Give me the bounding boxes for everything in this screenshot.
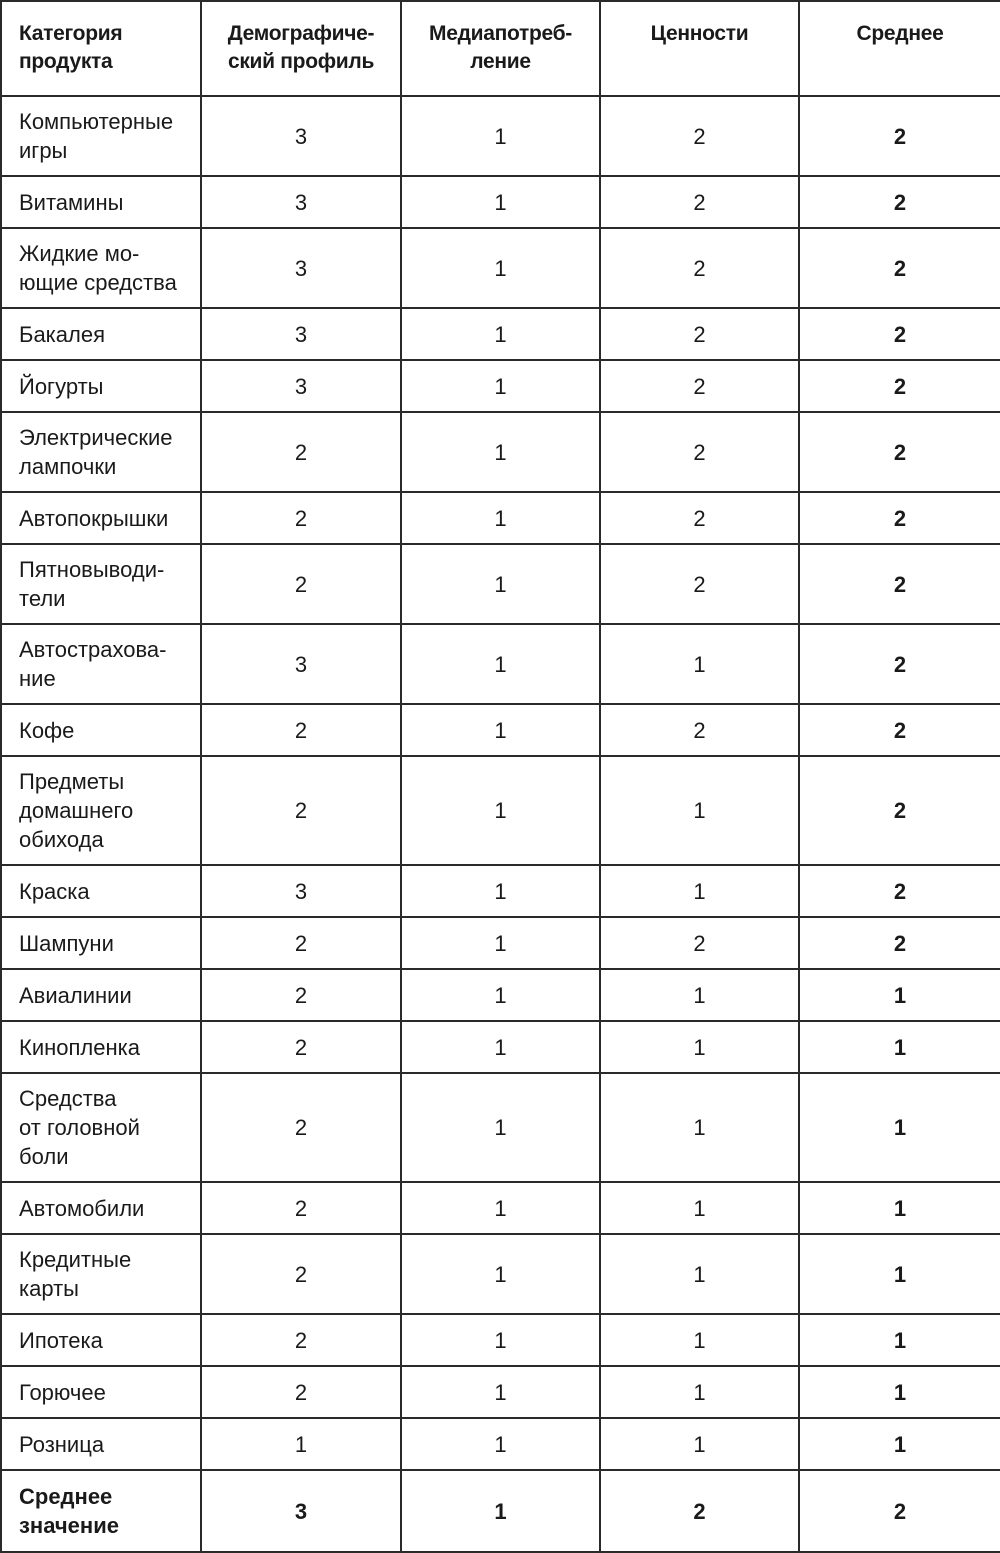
value-cell: 1: [401, 704, 600, 756]
category-cell: Горючее: [1, 1366, 201, 1418]
value-cell: 3: [201, 308, 401, 360]
value-cell: 2: [201, 704, 401, 756]
value-cell: 1: [600, 1234, 799, 1314]
table-row: [1, 1234, 1000, 1314]
value-cell: 1: [600, 969, 799, 1021]
category-cell: Компьютерные игры: [1, 96, 201, 176]
table-row: [1, 1073, 1000, 1182]
value-cell: 2: [201, 544, 401, 624]
value-cell: 1: [401, 865, 600, 917]
value-cell: 1: [401, 228, 600, 308]
header-cell: Среднее: [799, 1, 1000, 96]
category-cell: Йогурты: [1, 360, 201, 412]
header-row: [1, 1, 1000, 96]
average-cell: 2: [799, 228, 1000, 308]
value-cell: 1: [600, 1366, 799, 1418]
value-cell: 3: [201, 624, 401, 704]
value-cell: 1: [401, 1182, 600, 1234]
value-cell: 3: [201, 228, 401, 308]
average-cell: 1: [799, 1418, 1000, 1470]
average-cell: 2: [799, 544, 1000, 624]
average-cell: 1: [799, 1314, 1000, 1366]
category-cell: Кинопленка: [1, 1021, 201, 1073]
header-cell: Медиапотреб- ление: [401, 1, 600, 96]
value-cell: 1: [600, 1073, 799, 1182]
category-cell: Авиалинии: [1, 969, 201, 1021]
value-cell: 1: [600, 865, 799, 917]
value-cell: 1: [600, 1418, 799, 1470]
table-row: [1, 308, 1000, 360]
average-cell: 2: [799, 412, 1000, 492]
value-cell: 2: [600, 176, 799, 228]
table-row: [1, 176, 1000, 228]
value-cell: 2: [201, 1314, 401, 1366]
category-cell: Розница: [1, 1418, 201, 1470]
value-cell: 1: [401, 176, 600, 228]
value-cell: 2: [600, 360, 799, 412]
value-cell: 1: [401, 1021, 600, 1073]
value-cell: 1: [401, 412, 600, 492]
average-cell: 1: [799, 1234, 1000, 1314]
category-cell: Кредитные карты: [1, 1234, 201, 1314]
value-cell: 1: [401, 917, 600, 969]
table-row: [1, 1314, 1000, 1366]
average-cell: 1: [799, 1021, 1000, 1073]
value-cell: 1: [401, 544, 600, 624]
category-cell: Автомобили: [1, 1182, 201, 1234]
average-cell: 2: [799, 624, 1000, 704]
value-cell: 1: [401, 1418, 600, 1470]
average-cell: 2: [799, 865, 1000, 917]
value-cell: 2: [600, 308, 799, 360]
average-cell: 2: [799, 308, 1000, 360]
total-label-cell: Среднее значение: [1, 1470, 201, 1552]
table-row: [1, 917, 1000, 969]
value-cell: 1: [600, 756, 799, 865]
value-cell: 2: [600, 96, 799, 176]
value-cell: 1: [600, 624, 799, 704]
value-cell: 1: [600, 1314, 799, 1366]
header-cell: Категория продукта: [1, 1, 201, 96]
table-row: [1, 756, 1000, 865]
value-cell: 1: [600, 1021, 799, 1073]
header-cell: Демографиче- ский профиль: [201, 1, 401, 96]
value-cell: 1: [600, 1182, 799, 1234]
value-cell: 1: [401, 1234, 600, 1314]
category-cell: Кофе: [1, 704, 201, 756]
value-cell: 1: [401, 969, 600, 1021]
total-value-cell: 3: [201, 1470, 401, 1552]
value-cell: 2: [201, 969, 401, 1021]
category-cell: Пятновыводи- тели: [1, 544, 201, 624]
value-cell: 1: [401, 360, 600, 412]
table-row: [1, 969, 1000, 1021]
value-cell: 2: [600, 228, 799, 308]
value-cell: 3: [201, 176, 401, 228]
category-cell: Средства от головной боли: [1, 1073, 201, 1182]
value-cell: 2: [201, 1021, 401, 1073]
category-cell: Шампуни: [1, 917, 201, 969]
value-cell: 2: [600, 492, 799, 544]
category-cell: Предметы домашнего обихода: [1, 756, 201, 865]
value-cell: 1: [201, 1418, 401, 1470]
category-cell: Ипотека: [1, 1314, 201, 1366]
category-cell: Краска: [1, 865, 201, 917]
value-cell: 2: [201, 1366, 401, 1418]
value-cell: 1: [401, 1073, 600, 1182]
average-cell: 1: [799, 1182, 1000, 1234]
value-cell: 2: [201, 1073, 401, 1182]
value-cell: 1: [401, 1314, 600, 1366]
value-cell: 3: [201, 360, 401, 412]
category-cell: Автопокрышки: [1, 492, 201, 544]
average-cell: 1: [799, 1366, 1000, 1418]
value-cell: 2: [600, 917, 799, 969]
average-cell: 2: [799, 492, 1000, 544]
value-cell: 2: [600, 544, 799, 624]
total-value-cell: 2: [600, 1470, 799, 1552]
table-row: [1, 228, 1000, 308]
value-cell: 1: [401, 492, 600, 544]
table-row: [1, 865, 1000, 917]
value-cell: 1: [401, 756, 600, 865]
average-cell: 2: [799, 176, 1000, 228]
average-cell: 2: [799, 96, 1000, 176]
table-row: [1, 624, 1000, 704]
category-cell: Электрические лампочки: [1, 412, 201, 492]
table-row: [1, 704, 1000, 756]
table-row: [1, 492, 1000, 544]
table-row: [1, 412, 1000, 492]
table-row: [1, 544, 1000, 624]
value-cell: 2: [201, 1182, 401, 1234]
value-cell: 1: [401, 1366, 600, 1418]
value-cell: 3: [201, 96, 401, 176]
value-cell: 1: [401, 624, 600, 704]
table-row: [1, 360, 1000, 412]
value-cell: 1: [401, 96, 600, 176]
category-cell: Автострахова- ние: [1, 624, 201, 704]
category-cell: Жидкие мо- ющие средства: [1, 228, 201, 308]
average-cell: 1: [799, 1073, 1000, 1182]
average-cell: 2: [799, 917, 1000, 969]
value-cell: 2: [201, 756, 401, 865]
header-cell: Ценности: [600, 1, 799, 96]
category-cell: Бакалея: [1, 308, 201, 360]
average-cell: 1: [799, 969, 1000, 1021]
table-row: [1, 1418, 1000, 1470]
value-cell: 2: [201, 917, 401, 969]
table-row: [1, 1366, 1000, 1418]
average-cell: 2: [799, 756, 1000, 865]
value-cell: 2: [600, 704, 799, 756]
category-cell: Витамины: [1, 176, 201, 228]
value-cell: 1: [401, 308, 600, 360]
average-cell: 2: [799, 360, 1000, 412]
total-value-cell: 1: [401, 1470, 600, 1552]
table-row: [1, 96, 1000, 176]
value-cell: 2: [201, 412, 401, 492]
total-row: [1, 1470, 1000, 1552]
total-average-cell: 2: [799, 1470, 1000, 1552]
value-cell: 2: [201, 1234, 401, 1314]
average-cell: 2: [799, 704, 1000, 756]
value-cell: 2: [600, 412, 799, 492]
value-cell: 3: [201, 865, 401, 917]
value-cell: 2: [201, 492, 401, 544]
table-row: [1, 1021, 1000, 1073]
table-row: [1, 1182, 1000, 1234]
